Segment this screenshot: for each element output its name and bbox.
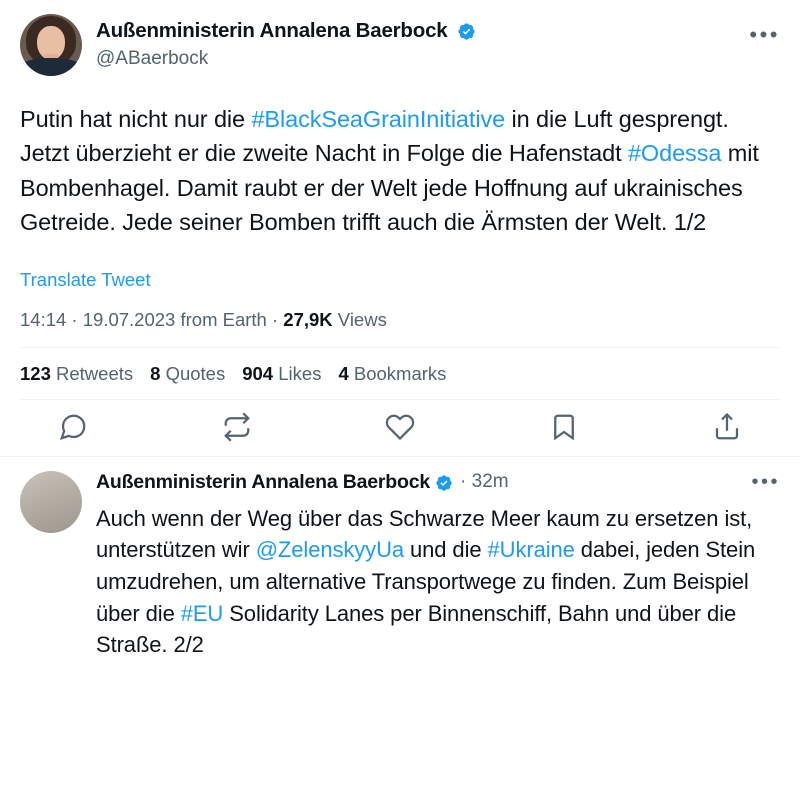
reply-icon[interactable]: [58, 412, 88, 442]
tweet-time: 14:14: [20, 309, 67, 331]
reply-timestamp: · 32m: [460, 471, 509, 493]
views-count: 27,9K: [283, 309, 333, 331]
bookmark-icon[interactable]: [549, 412, 579, 442]
more-options-icon[interactable]: •••: [749, 22, 780, 47]
verified-badge-icon: [457, 22, 476, 41]
hashtag-odessa[interactable]: #Odessa: [627, 140, 722, 167]
tweet-stats: [20, 348, 780, 399]
display-name[interactable]: Außenministerin Annalena Baerbock: [96, 19, 448, 42]
reply-tweet-text: [96, 503, 780, 661]
more-options-icon[interactable]: •••: [751, 471, 780, 494]
likes-label: Likes: [278, 363, 322, 385]
mention-zelenskyyua[interactable]: @ZelenskyyUa: [255, 537, 404, 563]
handle[interactable]: @ABaerbock: [96, 48, 209, 70]
main-tweet-header: [20, 14, 780, 76]
meta-separator: ·: [266, 309, 284, 331]
tweet-meta: [20, 309, 780, 331]
translate-tweet-link[interactable]: Translate Tweet: [20, 269, 151, 291]
stat-quotes[interactable]: [150, 363, 225, 384]
bookmarks-count: 4: [338, 363, 349, 385]
text-segment: Putin hat nicht nur die: [20, 106, 252, 132]
text-segment: dabei, jeden Stein umzudrehen, um alternative Transportwege zu finden. Zum Beispiel über die: [96, 537, 756, 626]
reply-header: [96, 471, 780, 494]
share-icon[interactable]: [712, 412, 742, 442]
main-tweet-text: [20, 102, 780, 239]
bookmarks-label: Bookmarks: [353, 363, 447, 385]
avatar[interactable]: [20, 471, 82, 533]
reply-body: [96, 471, 780, 661]
retweet-icon[interactable]: [222, 412, 252, 442]
text-segment: mit Bombenhagel. Damit raubt er der Welt jede Hoffnung auf ukrainisches Getreide. Jede seiner Bomben trifft auch die Ärmsten der Welt. 1/2: [20, 140, 759, 235]
stat-likes[interactable]: [242, 363, 321, 384]
likes-count: 904: [242, 363, 274, 385]
views-label: Views: [332, 309, 387, 331]
hashtag-eu[interactable]: #EU: [180, 600, 224, 626]
retweets-count: 123: [20, 363, 51, 385]
text-segment: Solidarity Lanes per Binnenschiff, Bahn und über die Straße. 2/2: [96, 600, 737, 658]
stat-bookmarks[interactable]: [338, 363, 446, 384]
hashtag-blackseagraininitiative[interactable]: #BlackSeaGrainInitiative: [251, 106, 506, 132]
text-segment: Auch wenn der Weg über das Schwarze Meer kaum zu ersetzen ist, unterstützen wir: [96, 505, 753, 563]
display-name[interactable]: Außenministerin Annalena Baerbock: [96, 471, 431, 494]
author-block: [96, 14, 476, 72]
tweet-action-bar: [20, 399, 780, 456]
retweets-label: Retweets: [56, 363, 134, 385]
quotes-label: Quotes: [165, 363, 226, 385]
tweet-date: 19.07.2023 from Earth: [82, 309, 267, 331]
hashtag-ukraine[interactable]: #Ukraine: [487, 537, 575, 563]
like-icon[interactable]: [385, 412, 415, 442]
text-segment: in die Luft gesprengt. Jetzt überzieht er die zweite Nacht in Folge die Hafenstadt: [20, 106, 729, 167]
avatar[interactable]: [20, 14, 82, 76]
text-segment: und die: [404, 537, 488, 563]
stat-retweets[interactable]: [20, 363, 133, 384]
verified-badge-icon: [435, 474, 453, 492]
quotes-count: 8: [150, 363, 161, 385]
reply-tweet: [0, 457, 800, 661]
meta-separator: ·: [66, 309, 83, 331]
